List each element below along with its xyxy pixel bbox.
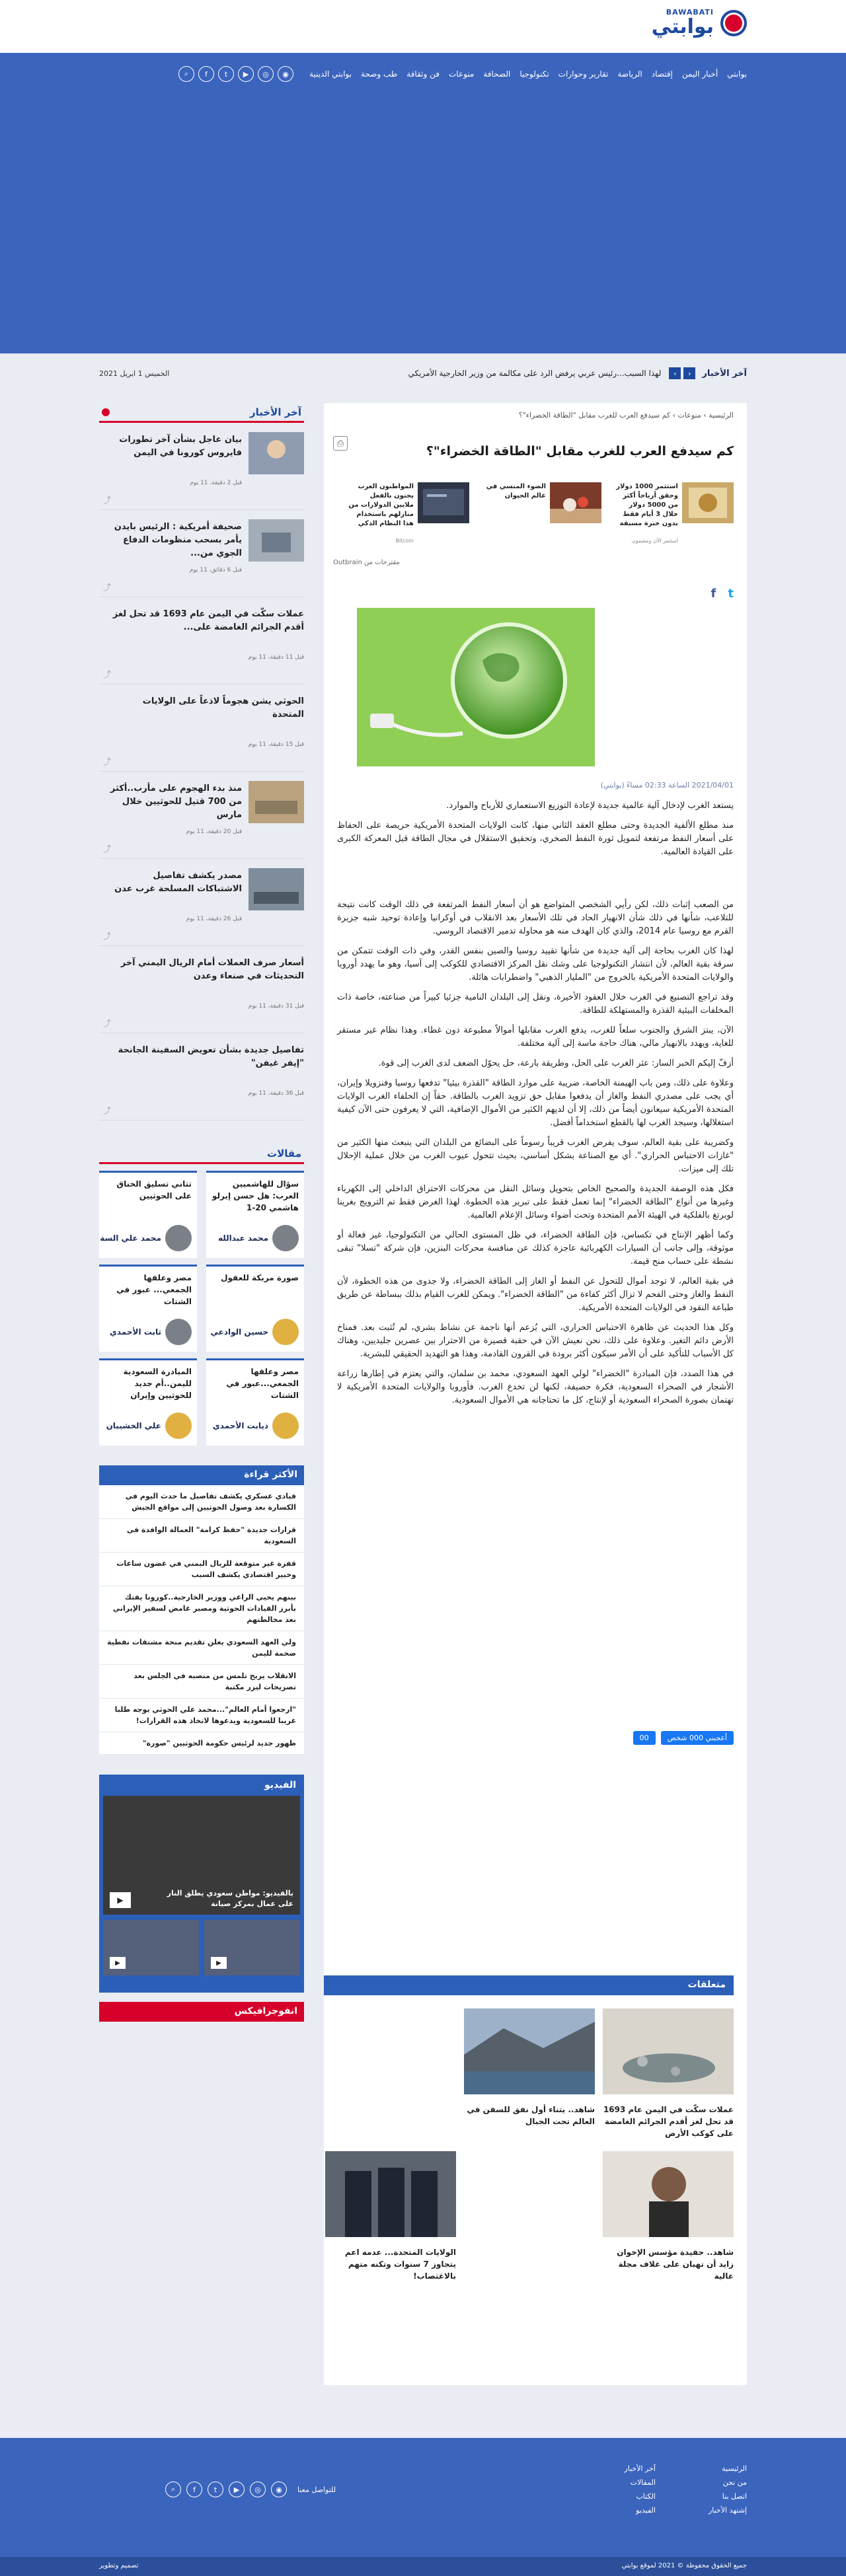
- latest-news-header: [99, 403, 304, 423]
- footer-social: [165, 2482, 336, 2497]
- most-read-item[interactable]: ظهور جديد لرئيس حكومة الحوثيين "صورة": [99, 1732, 304, 1755]
- news-time: قبل 2 دقيقة، 11 يوم: [190, 480, 242, 486]
- ticker-next-icon[interactable]: ‹: [683, 367, 695, 379]
- article-paragraph: يستعد الغرب لإدخال آلية عالمية جديدة لإعادة التوزيع الاستعماري للأرباح والموارد.: [446, 801, 734, 811]
- nav-item-misc[interactable]: منوعات: [448, 69, 475, 79]
- instagram-icon[interactable]: ◎: [250, 2482, 266, 2497]
- related-grid: [324, 2008, 734, 2282]
- facebook-icon[interactable]: f: [186, 2482, 202, 2497]
- most-read-item[interactable]: قرارات جديدة "حفظ كرامة" العمالة الوافدة في السعودية: [99, 1519, 304, 1553]
- article-column: [324, 403, 747, 2385]
- article-paragraph: الآن، يبتز الشرق والجنوب سلعاً للغرب، يدفع الغرب مقابلها أموالاً مطبوعة دون غطاء. وهذا نظام غير مستقر للغاية، ويهدد بالانهيار مالي، هناك حاجة ماسة إلى آلية مختلفة.: [337, 1025, 734, 1049]
- ticker-prev-icon[interactable]: ›: [669, 367, 681, 379]
- news-time: قبل 31 دقيقة، 11 يوم: [248, 1003, 304, 1010]
- news-thumbnail: [249, 781, 304, 823]
- news-time: قبل 15 دقيقة، 11 يوم: [248, 741, 304, 748]
- article-paragraph: وقد تراجع التصنيع في الغرب خلال العقود الأخيرة، ونقل إلى البلدان النامية جزئيا كبيراً من صناعته، خاصة ذات المخلفات البيئية القذرة والمستهلكة للطاقة.: [337, 992, 734, 1015]
- play-icon[interactable]: ▶: [110, 1892, 131, 1908]
- nav-item-health[interactable]: طب وصحة: [360, 69, 398, 79]
- news-time: قبل 36 دقيقة، 11 يوم: [248, 1090, 304, 1097]
- related-title: الولايات المتحدة... عدمه اعم يتجاوز 7 سنوات وتكنه متهم بالاغتصاب!: [344, 2248, 456, 2281]
- opinion-card[interactable]: [206, 1171, 304, 1258]
- facebook-like-button[interactable]: أعجبني 000 شخص: [661, 1731, 734, 1745]
- article-paragraph: فكل هذه الوصفة الجديدة والصحيح الخاص بتحويل وسائل النقل من محركات الاحتراق الداخلي إلى الكهرباء وغيرها من أنواع "الطاقة الخضراء" إنما تعمل فقط على تبرير هذه الخطوة. لهذا الغرض فقط تم الترويج بغرينا لوبرتغ بالفلكية في الهيئة الأمم المتحدة وتحت أضواء وسائل الإعلام العالمية.: [337, 1184, 734, 1220]
- latest-news-item[interactable]: [99, 946, 304, 1033]
- search-icon[interactable]: ⌕: [178, 66, 194, 82]
- ad-title: الضوء المنسي في عالم الحيوان: [486, 483, 546, 499]
- developer-credit[interactable]: تصميم وتطوير: [99, 2562, 139, 2569]
- pen-icon: [272, 1319, 299, 1345]
- most-read-header: الأكثر قراءة: [99, 1465, 304, 1485]
- most-read-box: [99, 1465, 304, 1755]
- facebook-share-button[interactable]: 00: [633, 1731, 656, 1745]
- news-thumbnail: [249, 432, 304, 474]
- ad-title: المواطنون العرب يجنون بالفعل ملايين الدولارات من منازلهم باستخدام هذا النظام الذكي: [348, 483, 414, 527]
- share-icon[interactable]: ⤴: [103, 670, 112, 679]
- latest-news-item[interactable]: [99, 423, 304, 510]
- author-name: ثابت الأحمدي: [109, 1327, 161, 1337]
- news-title: صحيفة أمريكية : الرئيس بايدن يأمر بسحب منظومات الدفاع الجوي من...: [114, 522, 242, 558]
- latest-news-item[interactable]: [99, 1033, 304, 1121]
- nav-item-press[interactable]: الصحافة: [483, 69, 511, 79]
- news-thumbnail: [249, 519, 304, 562]
- footer-links: [624, 2464, 747, 2520]
- opinion-card[interactable]: [206, 1358, 304, 1446]
- site-footer: [0, 2438, 846, 2576]
- opinion-grid: [99, 1171, 304, 1446]
- opinion-card-title: سؤال للهاشميين العرب: هل حسن إيرلو هاشمي 20-1: [212, 1179, 299, 1212]
- share-icon[interactable]: ⤴: [103, 757, 112, 766]
- article-paragraph: أزفّ إليكم الخبر السار: عثر الغرب على الحل، وطريقة بارعة، حل يحوّل الضعف لدى الغرب إلى قوة.: [378, 1058, 734, 1068]
- nav-item-yemen-news[interactable]: أخبار اليمن: [681, 69, 718, 79]
- news-title: عملات سكّت في اليمن عام 1693 قد تحل لغز أقدم الجرائم الغامضة على...: [112, 609, 304, 632]
- nav-item-culture[interactable]: فن وثقافة: [406, 69, 440, 79]
- logo-mark-icon: [720, 10, 747, 36]
- video-header: الفيديو: [264, 1780, 296, 1790]
- related-image: [464, 2008, 595, 2094]
- latest-news-item[interactable]: [99, 772, 304, 859]
- video-box: [99, 1775, 304, 1993]
- rss-icon[interactable]: ◉: [278, 66, 293, 82]
- news-time: قبل 26 دقيقة، 11 يوم: [186, 916, 242, 922]
- youtube-icon[interactable]: ▶: [229, 2482, 245, 2497]
- related-image: [325, 2151, 456, 2237]
- footer-link[interactable]: اتصل بنا: [722, 2492, 747, 2501]
- author-name: علي الخشيبان: [106, 1421, 161, 1430]
- video-thumbnail[interactable]: [103, 1920, 199, 1975]
- footer-link[interactable]: إشتهد الأخبار: [708, 2506, 747, 2515]
- related-card[interactable]: [464, 2008, 595, 2139]
- most-read-item[interactable]: قفزة غير متوقعة للريال اليمني في غضون ساعات وخبير اقتصادي يكشف السبب: [99, 1553, 304, 1586]
- footer-link[interactable]: المقالات: [630, 2478, 656, 2487]
- article-paragraph: وكضريبة على بقية العالم، سوف يفرض الغرب قريباً رسوماً على البضائع من البلدان التي ينبعث منها الكثير من "غازات الاحتباس الحراري". أي مع الصناعة بشكل أساسي، بحيث تتحول عيوب الغرب من خلال عملية الإحلال تلك إلى ميزات.: [337, 1138, 734, 1174]
- logo-latin-text: BAWABATI: [666, 8, 714, 17]
- most-read-item[interactable]: قيادي عسكري يكشف تفاصيل ما حدث اليوم في الكسارة بعد وصول الحوثيين إلى مواقع الجيش: [99, 1485, 304, 1519]
- article-image: [357, 608, 595, 766]
- nav-item-home[interactable]: بوابتي: [727, 69, 747, 79]
- latest-news-item[interactable]: [99, 684, 304, 772]
- ad-card[interactable]: [346, 482, 469, 556]
- latest-news-item[interactable]: [99, 597, 304, 684]
- nav-item-reports[interactable]: تقارير وحوارات: [558, 69, 609, 79]
- most-read-item[interactable]: بينهم يحيى الراعي ووزير الخارجية..كورونا يفتك بأبرز القيادات الحوثية ومصير غامض لسفير الإيراني بعد مخالطتهم: [99, 1586, 304, 1631]
- pen-icon: [272, 1413, 299, 1439]
- news-title: أسعار صرف العملات أمام الريال اليمني آخر التحديثات في صنعاء وعدن: [120, 958, 304, 981]
- article-paragraph: وعلاوة على ذلك، ومن باب الهيمنة الخاصة، ضريبة على موارد الطاقة "القذرة بيئيا" تدفعها روسيا وفنزويلا وإيران، أي يجب على مصدري النفط والغاز أن يدفعوا مقابل حق تزويد الغرب بالطاقة. حقاً إن الحلفاء الغرب الولايات المتحدة الأمريكية سيعانون أيضاً من ذلك، إلا أن لديهم الكثير من الأموال الإضافية، التي لا يعرفون حتى الآن كيفية استغلالها، وسيجد الغرب لها بالقطع استخداماً أفضل.: [337, 1078, 734, 1128]
- related-title: شاهد.. يتناء أول نفق للسفن في العالم تحت الجبال: [467, 2105, 595, 2126]
- instagram-icon[interactable]: ◎: [258, 66, 274, 82]
- outbrain-label[interactable]: مقترحات من Outbrain: [333, 559, 400, 566]
- share-icon[interactable]: ⤴: [103, 844, 112, 854]
- ad-source: Bitcoin: [395, 538, 414, 544]
- footer-link[interactable]: الرئيسية: [722, 2464, 747, 2473]
- video-caption: بالفيديو: مواطن سعودي يطلق النار على عمال بمركز صيانة: [167, 1889, 293, 1908]
- news-ticker: [99, 362, 747, 385]
- video-thumbnail[interactable]: [204, 1920, 300, 1975]
- current-date: الخميس 1 ابريل 2021: [99, 369, 170, 378]
- ticker-label: آخر الأخبار: [702, 368, 747, 379]
- infographics-header[interactable]: انفوجرافيكس: [99, 2002, 304, 2022]
- facebook-share-icon[interactable]: f: [711, 587, 716, 601]
- logo-arabic-text: بوابتي: [651, 15, 714, 38]
- news-title: مصدر يكشف تفاصيل الاشتباكات المسلحة غرب عدن: [114, 871, 242, 894]
- article-paragraph: لهذا كان الغرب بحاجة إلى آلية جديدة من شأنها تقييد روسيا والصين بنفس القدر، وفي ذات الوقت تتمكن من سرقة بقية العالم، لأن انتشار التكنولوجيا على وشك نقل المركز الاقتصادي للكوكب إلى آسيا، وهو ما يهدد أوروبا والولايات المتحدة الأمريكية بالخروج من "المليار الذهبي" واضطرابات هائلة.: [337, 946, 734, 982]
- breadcrumb[interactable]: الرئيسية › منوعات › كم سيدفع العرب للغرب مقابل "الطاقة الخضراء"؟: [518, 411, 734, 420]
- nav-item-religion[interactable]: بوابتي الدينية: [309, 69, 352, 79]
- opinion-card[interactable]: [99, 1265, 197, 1352]
- site-logo[interactable]: [652, 8, 747, 38]
- ad-card[interactable]: [479, 482, 601, 556]
- news-thumbnail: [249, 868, 304, 910]
- news-time: قبل 11 دقيقة، 11 يوم: [248, 654, 304, 661]
- share-icon[interactable]: ⤴: [103, 1019, 112, 1028]
- sidebar: [99, 403, 304, 2022]
- header-banner: [0, 53, 846, 353]
- facebook-like-buttons: [633, 1731, 734, 1745]
- related-card[interactable]: [603, 2008, 734, 2139]
- youtube-icon[interactable]: ▶: [238, 66, 254, 82]
- nav-item-technology[interactable]: تكنولوجيا: [519, 69, 549, 79]
- footer-bottom-bar: [0, 2557, 846, 2576]
- nav-item-economy[interactable]: إقتصاد: [651, 69, 673, 79]
- opinion-header: [99, 1144, 304, 1164]
- most-read-item[interactable]: "ارجعوا أمام العالم"...محمد علي الحوثي يوجه طلبا غريبا للسعودية ويدعوها لاتخاذ هذه القرارات!: [99, 1699, 304, 1732]
- twitter-icon[interactable]: t: [208, 2482, 223, 2497]
- news-time: قبل 6 دقائق، 11 يوم: [189, 567, 242, 573]
- opinion-card-title: مصر وعلقها الجمعي...عبور في الشتات: [226, 1367, 299, 1400]
- latest-news-title: آخر الأخبار: [249, 406, 301, 418]
- share-buttons: [711, 587, 734, 601]
- opinion-card-title: تتاني تسليق الخناق على الحوثيين: [116, 1179, 192, 1200]
- twitter-icon[interactable]: t: [218, 66, 234, 82]
- main-nav: [178, 66, 747, 82]
- related-header: متعلقات: [324, 1975, 734, 1995]
- ticker-headline[interactable]: لهذا السبب...رئيس عربي يرفض الرد على مكالمة من وزير الخارجية الأمريكي: [408, 369, 662, 378]
- author-avatar: [165, 1319, 192, 1345]
- ad-card[interactable]: [611, 482, 734, 556]
- latest-news-item[interactable]: [99, 510, 304, 597]
- share-icon[interactable]: ⤴: [103, 1106, 112, 1115]
- author-name: محمد علي السة: [100, 1233, 161, 1243]
- opinion-card-title: المبادرة السعودية لليمن..أم جديد للحوثيين وإيران: [123, 1367, 192, 1400]
- related-image: [603, 2151, 734, 2237]
- author-name: حسين الوادعي: [210, 1327, 268, 1337]
- ad-source: استثمر الآن ومضمون: [631, 538, 678, 544]
- opinion-title: مقالات: [267, 1147, 301, 1159]
- author-name: محمد عبدالله: [217, 1233, 268, 1243]
- related-card[interactable]: [603, 2151, 734, 2282]
- twitter-share-icon[interactable]: t: [728, 587, 734, 601]
- news-title: الحوثي يشن هجوماً لاذعاً على الولايات المتحدة: [142, 696, 304, 719]
- share-icon[interactable]: ⤴: [103, 583, 112, 592]
- article-paragraph: وكما أظهر الإنتاج في تكساس، فإن الطاقة الخضراء، في ظل المستوى الحالي من التكنولوجيا، غير فعالة أو موثوقة، وإلى جانب أن السيارات الكهربائية عاجزة كذلك عن منافسة محركات البنزين، فإن شركة "تسلا" تبقى نشطة على حساب منح قيمة.: [337, 1230, 734, 1267]
- share-icon[interactable]: ⤴: [103, 496, 112, 505]
- search-icon[interactable]: ⌕: [165, 2482, 181, 2497]
- author-avatar: [272, 1225, 299, 1251]
- article-paragraph: وكل هذا الحديث عن ظاهرة الاحتباس الحراري، التي يُزعم أنها ناجمة عن نشاط بشري، لم تُثبت بعد. فمناخ الأرض دائم التغير. وعلاوة على ذلك، نحن نعيش الآن في حقبة قصيرة من الاحترار بين عصرين جليديين، وهناك كل الأسباب للتأكيد على أن الأمر سيكون أكثر برودة في القرون القادمة، وهذا هو التهديد الحقيقي للبشرية.: [337, 1323, 734, 1359]
- video-thumbnails: [103, 1920, 300, 1975]
- video-player[interactable]: [103, 1796, 300, 1915]
- top-bar: [0, 0, 846, 53]
- copyright-text: جميع الحقوق محفوظة © 2021 لموقع بوابتي: [621, 2562, 747, 2569]
- article-paragraph: من الصعب إثبات ذلك، لكن رأيي الشخصي المتواضع هو أن أسعار النفط المرتفعة في ذلك الوقت كانت نتيجة للتلاعب، شأنها في ذلك شأن الانهيار الحاد في تلك الأسعار بعد الانقلاب في أوكرانيا وإعادة توحيد شبه جزيرة القرم مع روسيا عام 2014، والذي كان الهدف منه هو محاولة تدمير الاقتصاد الروسي.: [337, 900, 734, 936]
- opinion-card-title: صورة مربكة للعقول: [221, 1273, 299, 1282]
- opinion-card-title: مصر وعلقها الجمعي... عبور في الشتات: [116, 1273, 192, 1306]
- latest-news-item[interactable]: [99, 859, 304, 946]
- related-card[interactable]: [464, 2151, 595, 2282]
- play-icon[interactable]: ▶: [110, 1957, 126, 1969]
- news-title: بيان عاجل بشأن آخر تطورات فايروس كورونا في اليمن: [119, 435, 242, 458]
- footer-link[interactable]: الكتاب: [636, 2492, 656, 2501]
- article-paragraph: منذ مطلع الألفية الجديدة وحتى مطلع العقد الثاني منها، كانت الولايات المتحدة الأمريكية حريصة على الحفاظ على أسعار النفط مرتفعة لتمويل ثورة النفط الصخري، وتحقيق الاستقلال في مجال الطاقة قبل المعركة الكبرى على القيادة العالمية.: [337, 821, 734, 857]
- share-icon[interactable]: ⤴: [103, 932, 112, 941]
- ad-image: [418, 482, 469, 523]
- opinion-card[interactable]: [99, 1358, 197, 1446]
- most-read-item[interactable]: الانقلاب يربح تلمس من منصبه في الجلس بعد تصريحات ليزر مكتبة: [99, 1665, 304, 1699]
- footer-link[interactable]: الفيديو: [636, 2506, 656, 2515]
- related-title: شاهد.. حفيدة مؤسس الإخوان زايد أن تهبان على غلاف مجلة عالية: [617, 2248, 734, 2281]
- most-read-item[interactable]: ولي العهد السعودي يعلن تقديم منحة مشتقات نفطية ضخمة لليمن: [99, 1631, 304, 1665]
- ad-image: [550, 482, 601, 523]
- pen-icon: [165, 1413, 192, 1439]
- print-icon[interactable]: ⎙: [333, 436, 348, 451]
- footer-social-label: للتواصل معنا: [297, 2485, 336, 2494]
- article-body: [337, 799, 734, 1414]
- news-title: تفاصيل جديدة بشأن تعويض السفينة الجانحة "إيفر غيفن": [118, 1045, 304, 1068]
- play-icon[interactable]: ▶: [211, 1957, 227, 1969]
- related-card[interactable]: [325, 2008, 456, 2139]
- rss-icon[interactable]: ◉: [271, 2482, 287, 2497]
- ad-image: [682, 482, 734, 523]
- opinion-card[interactable]: [206, 1265, 304, 1352]
- facebook-icon[interactable]: f: [198, 66, 214, 82]
- footer-link[interactable]: من نحن: [722, 2478, 747, 2487]
- footer-link[interactable]: آخر الأخبار: [624, 2464, 656, 2473]
- article-paragraph: في هذا الصدد، فإن المبادرة "الخضراء" لولي العهد السعودي، محمد بن سلمان، والتي يعتزم في إطارها زراعة الأشجار في الصحراء السعودية، فكرة حصيفة، لكنها لن تخدع الغرب. فأوروبا والولايات المتحدة الأمريكية لا تهتمان بصورة الصحراء السعودية أو لإنتاج، كل ما تحتاجانه هي الأموال السعودية.: [337, 1369, 734, 1405]
- author-name: ذيابت الأحمدي: [212, 1421, 268, 1430]
- author-avatar: [165, 1225, 192, 1251]
- news-title: منذ بدء الهجوم على مأرب..أكثر من 700 قتيل للحوثيين خلال مارس: [110, 784, 242, 820]
- related-title: عملات سكّت في اليمن عام 1693 قد تحل لغز أقدم الجرائم الغامضة على كوكب الأرض: [603, 2105, 734, 2138]
- news-time: قبل 20 دقيقة، 11 يوم: [186, 828, 242, 835]
- opinion-card[interactable]: [99, 1171, 197, 1258]
- live-dot-icon: [102, 408, 110, 416]
- nav-item-sports[interactable]: الرياضة: [617, 69, 642, 79]
- related-image: [603, 2008, 734, 2094]
- article-paragraph: في بقية العالم، لا توجد أموال للتحول عن النفط أو الغاز إلى الطاقة الخضراء، ولا جدوى من هذه الخطوة، لأن النفط والغاز وحتى الفحم لا تزال أكثر كفاءة من "الطاقة الخضراء". ويمكن للغرب القيام بذلك ببساطة عن طريق طباعة النقود في الولايات المتحدة الأمريكية.: [337, 1276, 734, 1313]
- article-title: كم سيدفع العرب للغرب مقابل "الطاقة الخضراء"؟: [426, 444, 734, 459]
- article-meta: 2021/04/01 الساعة 02:33 مساءً (بوابتي): [600, 781, 734, 790]
- sponsored-ads: [337, 482, 734, 556]
- related-card[interactable]: [325, 2151, 456, 2282]
- ad-title: استثمر 1000 دولار وحقق أرباحاً أكثر من 5000 دولار خلال 3 أيام فقط بدون خبرة مسبقة: [616, 483, 678, 527]
